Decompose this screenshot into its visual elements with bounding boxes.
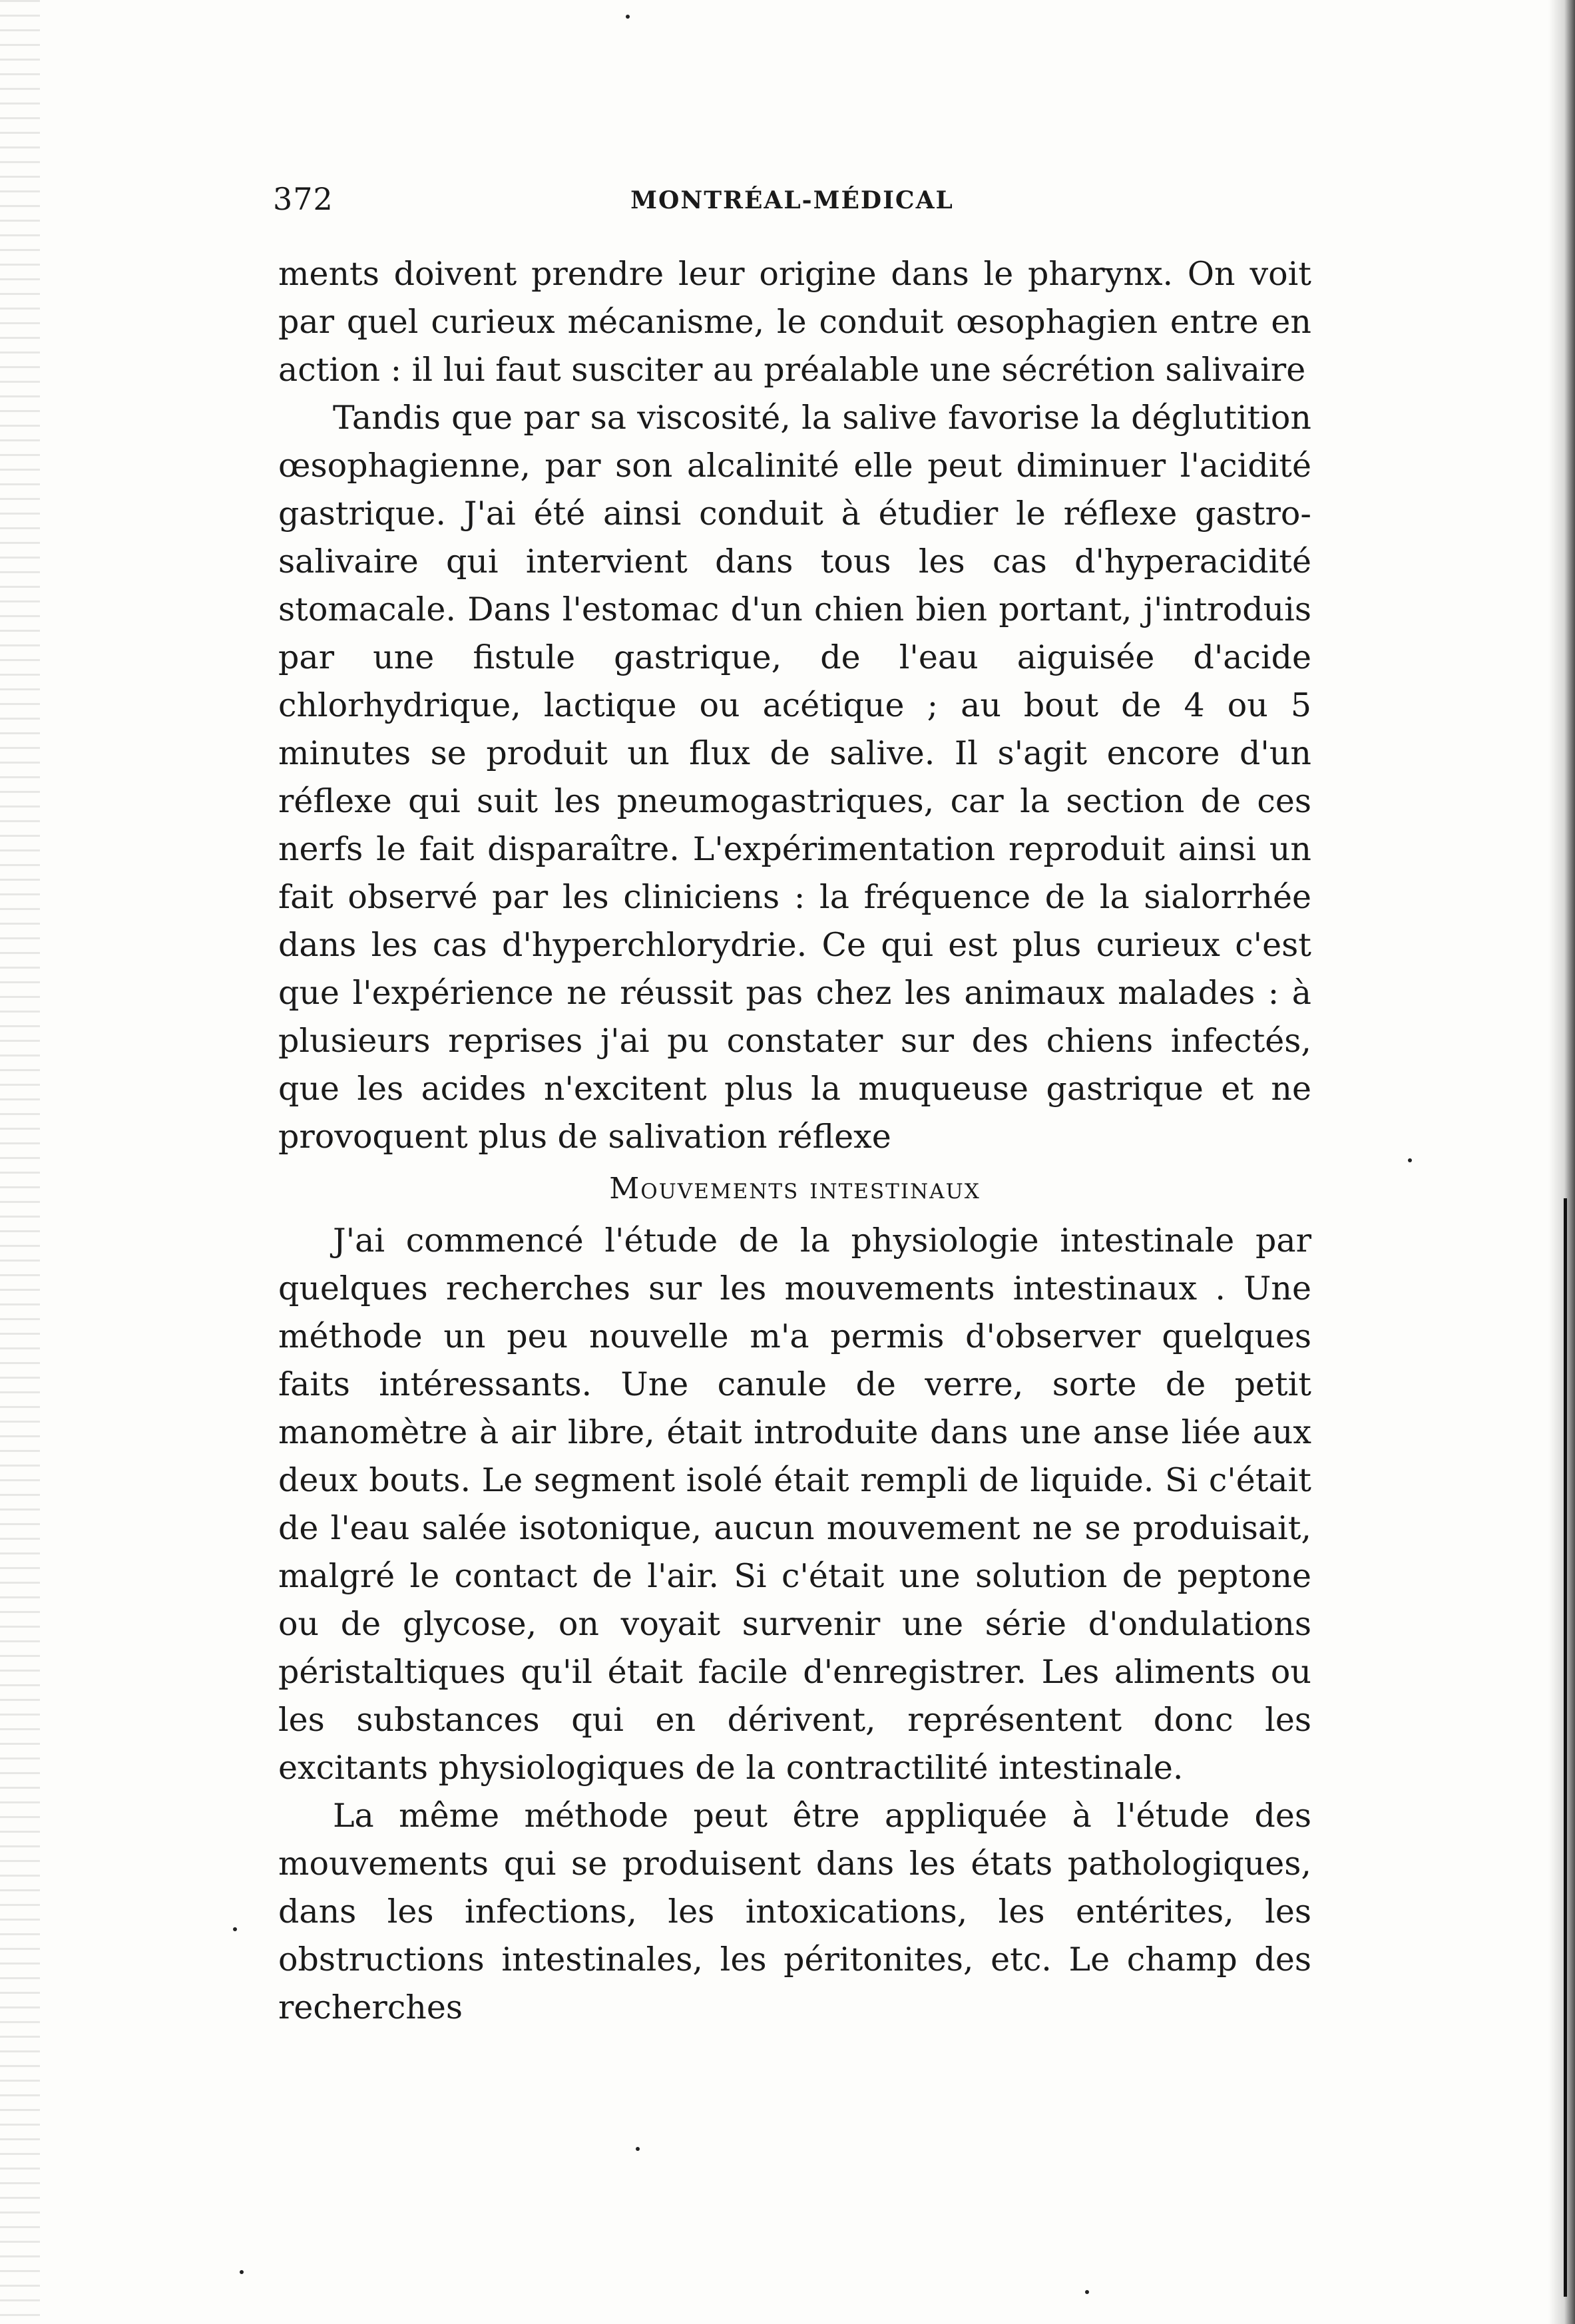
scan-right-edge <box>1548 0 1575 2324</box>
scan-speck <box>636 2147 640 2151</box>
scan-speck <box>626 15 630 19</box>
running-head: MONTRÉAL-MÉDICAL <box>630 186 954 214</box>
section-title: Mouvements intestinaux <box>609 1172 981 1206</box>
page-header <box>273 181 1311 228</box>
scan-speck <box>240 2270 244 2274</box>
scan-speck <box>233 1927 237 1931</box>
paragraph: J'ai commencé l'étude de la physiologie intestinale par quelques recherches sur les mouvements intestinaux . Une méthode un peu nouvelle m'a permis d'observer quelques faits intéressants. Une canule de verre, sorte de petit manomètre à air libre, était introduite dans une anse liée aux deux bouts. Le segment isolé était rempli de liquide. Si c'était de l'eau salée isotonique, aucun mouvement ne se produisait, malgré le contact de l'air. Si c'était une solution de peptone ou de glycose, on voyait survenir une série d'ondulations péristaltiques qu'il était facile d'enregistrer. Les aliments ou les substances qui en dérivent, représentent donc les excitants physiologiques de la contractilité intestinale. <box>278 1222 1311 1787</box>
paragraph: ments doivent prendre leur origine dans le pharynx. On voit par quel curieux mécanisme, le conduit œsophagien entre en action : il lui faut susciter au préalable une sécrétion salivaire <box>278 255 1311 389</box>
body-text <box>278 250 1311 2032</box>
scan-speck <box>1085 2290 1089 2294</box>
scan-left-edge <box>0 0 40 2324</box>
scan-speck <box>1408 1158 1412 1162</box>
scan-binding-shadow <box>1564 1198 1567 2297</box>
paragraph: Tandis que par sa viscosité, la salive favorise la déglutition œsophagienne, par son alcalinité elle peut diminuer l'acidité gastrique. J'ai été ainsi conduit à étudier le réflexe gastro-salivaire qui intervient dans tous les cas d'hyperacidité stomacale. Dans l'estomac d'un chien bien portant, j'introduis par une fistule gastrique, de l'eau aiguisée d'acide chlorhydrique, lactique ou acétique ; au bout de 4 ou 5 minutes se produit un flux de salive. Il s'agit encore d'un réflexe qui suit les pneumogastriques, car la section de ces nerfs le fait disparaître. L'expérimentation reproduit ainsi un fait observé par les cliniciens : la fréquence de la sialorrhée dans les cas d'hyperchlorydrie. Ce qui est plus curieux c'est que l'expérience ne réussit pas chez les animaux malades : à plusieurs reprises j'ai pu constater sur des chiens infectés, que les acides n'excitent plus la muqueuse gastrique et ne provoquent plus de salivation réflexe <box>278 399 1311 1156</box>
paragraph: La même méthode peut être appliquée à l'étude des mouvements qui se produisent dans les états pathologiques, dans les infections, les intoxications, les entérites, les obstructions intestinales, les péritonites, etc. Le champ des recherches <box>278 1797 1311 2026</box>
page-number: 372 <box>273 181 334 217</box>
